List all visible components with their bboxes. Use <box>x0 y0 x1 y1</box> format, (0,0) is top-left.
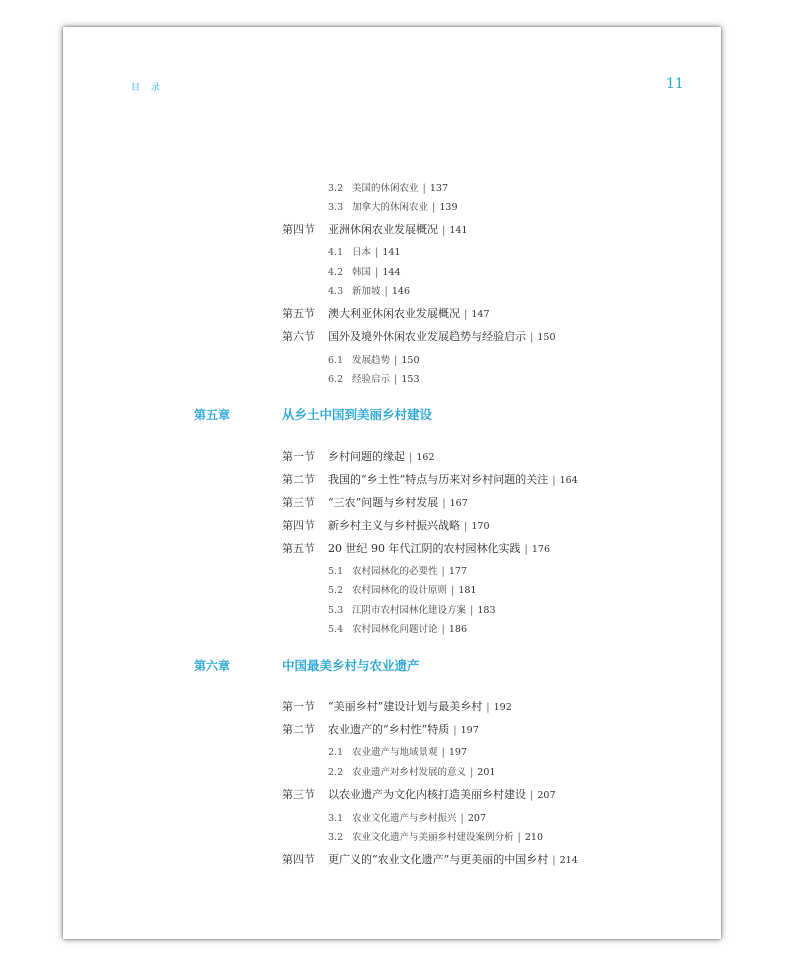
toc-subsection <box>328 559 467 578</box>
separator-bar: | <box>441 624 445 635</box>
toc-entry-number: 第三节 <box>282 496 315 509</box>
toc-subsection <box>328 617 467 636</box>
toc-subsection <box>328 825 543 844</box>
toc-subsection <box>328 578 477 597</box>
toc-entry-title: 中国最美乡村与农业遗产 <box>282 658 420 673</box>
toc-entry-number: 第二节 <box>282 473 315 486</box>
toc-entry-title: 农村园林化的必要性 <box>352 566 438 577</box>
toc-entry-number: 第四节 <box>282 853 315 866</box>
separator-bar: | <box>486 702 490 713</box>
separator-bar: | <box>375 267 379 278</box>
toc-entry-number: 第一节 <box>282 700 315 713</box>
toc-entry-page: 150 <box>537 332 556 343</box>
toc-entry-title: 20 世纪 90 年代江阴的农村园林化实践 <box>328 542 521 555</box>
toc-entry-title: 韩国 <box>352 267 372 278</box>
toc-entry-page: 186 <box>448 624 468 635</box>
toc-entry-number: 3.3 <box>328 202 344 213</box>
separator-bar: | <box>394 374 398 385</box>
toc-entry-number: 2.2 <box>328 767 344 778</box>
toc-entry-title: 以农业遗产为文化内核打造美丽乡村建设 <box>328 788 526 801</box>
toc-entry-number: 5.1 <box>328 566 344 577</box>
toc-section <box>282 848 578 867</box>
toc-section <box>282 514 490 533</box>
toc-entry-title: 农业文化遗产与乡村振兴 <box>352 813 457 824</box>
toc-subsection <box>328 195 458 214</box>
toc-entry-page: 141 <box>449 225 468 236</box>
toc-entry-number: 6.1 <box>328 355 344 366</box>
separator-bar: | <box>384 286 388 297</box>
toc-entry-number: 第五节 <box>282 542 315 555</box>
separator-bar: | <box>530 790 534 801</box>
toc-subsection <box>328 367 420 386</box>
toc-entry-title: 农村园林化的设计原则 <box>352 585 448 596</box>
toc-entry-title: 江阴市农村园林化建设方案 <box>352 605 467 616</box>
toc-entry-page: 177 <box>448 566 468 577</box>
toc-section <box>282 218 468 237</box>
toc-entry-number: 3.1 <box>328 813 344 824</box>
separator-bar: | <box>442 225 446 236</box>
toc-entry-number: 第一节 <box>282 450 315 463</box>
toc-entry-number: 4.3 <box>328 286 344 297</box>
toc-entry-page: 162 <box>416 452 435 463</box>
toc-entry-page: 201 <box>477 767 496 778</box>
toc-entry-page: 144 <box>382 267 401 278</box>
toc-subsection <box>328 348 420 367</box>
toc-section <box>282 695 512 714</box>
toc-entry-page: 137 <box>429 183 449 194</box>
separator-bar: | <box>552 855 556 866</box>
toc-entry-title: 我国的“乡土性”特点与历来对乡村问题的关注 <box>328 473 549 486</box>
toc-entry-page: 164 <box>559 475 578 486</box>
toc-entry-title: 加拿大的休闲农业 <box>352 202 429 213</box>
toc-entry-title: 新加坡 <box>352 286 381 297</box>
toc-entry-number: 2.1 <box>328 747 344 758</box>
toc-entry-title: 更广义的“农业文化遗产”与更美丽的中国乡村 <box>328 853 549 866</box>
separator-bar: | <box>517 832 521 843</box>
toc-entry-title: “美丽乡村”建设计划与最美乡村 <box>328 700 483 713</box>
toc-subsection <box>328 260 401 279</box>
toc-entry-page: 210 <box>524 832 544 843</box>
toc-entry-number: 6.2 <box>328 374 344 385</box>
toc-entry-title: 农业遗产对乡村发展的意义 <box>352 767 467 778</box>
toc-section <box>282 491 468 510</box>
toc-entry-page: 146 <box>391 286 411 297</box>
running-head: 目 录 <box>131 83 164 93</box>
separator-bar: | <box>470 605 474 616</box>
toc-entry-page: 176 <box>531 544 550 555</box>
toc-entry-title: 日本 <box>352 247 372 258</box>
toc-subsection <box>328 760 496 779</box>
toc-subsection <box>328 598 496 617</box>
toc-entry-title: 农业文化遗产与美丽乡村建设案例分析 <box>352 832 514 843</box>
toc-entry-title: 农业遗产的“乡村性”特质 <box>328 723 450 736</box>
toc-entry-page: 167 <box>449 498 468 509</box>
toc-section <box>282 302 490 321</box>
separator-bar: | <box>394 355 398 366</box>
toc-entry-number: 第二节 <box>282 723 315 736</box>
toc-entry-page: 153 <box>401 374 420 385</box>
separator-bar: | <box>441 566 445 577</box>
separator-bar: | <box>409 452 413 463</box>
toc-entry-number: 5.2 <box>328 585 344 596</box>
separator-bar: | <box>470 767 474 778</box>
toc-entry-number: 第六章 <box>194 659 231 673</box>
separator-bar: | <box>464 521 468 532</box>
separator-bar: | <box>464 309 468 320</box>
toc-entry-title: “三农”问题与乡村发展 <box>328 496 439 509</box>
toc-subsection <box>328 740 467 759</box>
toc-entry-number: 第三节 <box>282 788 315 801</box>
toc-entry-title: 农村园林化问题讨论 <box>352 624 438 635</box>
toc-entry-page: 181 <box>458 585 477 596</box>
toc-entry-page: 192 <box>493 702 512 713</box>
separator-bar: | <box>552 475 556 486</box>
toc-entry-title: 亚洲休闲农业发展概况 <box>328 223 438 236</box>
toc-subsection <box>328 806 486 825</box>
separator-bar: | <box>530 332 534 343</box>
toc-entry-number: 第四节 <box>282 519 315 532</box>
toc-section <box>282 537 550 556</box>
toc-entry-page: 214 <box>559 855 578 866</box>
toc-entry-number: 5.3 <box>328 605 344 616</box>
toc-subsection <box>328 279 410 298</box>
toc-entry-title: 国外及境外休闲农业发展趋势与经验启示 <box>328 330 526 343</box>
toc-chapter <box>194 404 432 423</box>
separator-bar: | <box>432 202 436 213</box>
toc-entry-number: 3.2 <box>328 183 344 194</box>
toc-entry-page: 207 <box>467 813 487 824</box>
toc-entry-number: 5.4 <box>328 624 344 635</box>
toc-entry-number: 4.2 <box>328 267 344 278</box>
toc-entry-title: 农业遗产与地域景观 <box>352 747 438 758</box>
toc-entry-title: 经验启示 <box>352 374 391 385</box>
toc-section <box>282 445 435 464</box>
toc-section <box>282 468 578 487</box>
toc-entry-title: 新乡村主义与乡村振兴战略 <box>328 519 460 532</box>
toc-entry-page: 147 <box>471 309 490 320</box>
toc-entry-title: 发展趋势 <box>352 355 391 366</box>
toc-entry-page: 170 <box>471 521 490 532</box>
toc-entry-page: 139 <box>439 202 458 213</box>
page-number: 11 <box>666 76 684 92</box>
toc-entry-page: 197 <box>448 747 468 758</box>
toc-entry-page: 197 <box>460 725 479 736</box>
toc-entry-title: 美国的休闲农业 <box>352 183 419 194</box>
toc-entry-page: 207 <box>537 790 556 801</box>
toc-entry-title: 从乡土中国到美丽乡村建设 <box>282 407 433 422</box>
separator-bar: | <box>451 585 455 596</box>
toc-entry-number: 第五章 <box>194 408 231 422</box>
toc-subsection <box>328 176 448 195</box>
separator-bar: | <box>422 183 426 194</box>
toc-entry-number: 第四节 <box>282 223 315 236</box>
toc-entry-title: 乡村问题的缘起 <box>328 450 405 463</box>
toc-entry-page: 150 <box>401 355 420 366</box>
separator-bar: | <box>524 544 528 555</box>
toc-entry-page: 141 <box>382 247 401 258</box>
separator-bar: | <box>441 747 445 758</box>
separator-bar: | <box>460 813 464 824</box>
toc-entry-number: 3.2 <box>328 832 344 843</box>
separator-bar: | <box>453 725 457 736</box>
toc-subsection <box>328 240 401 259</box>
toc-section <box>282 783 556 802</box>
toc-entry-number: 第五节 <box>282 307 315 320</box>
separator-bar: | <box>375 247 379 258</box>
toc-entry-number: 第六节 <box>282 330 315 343</box>
toc-entry-title: 澳大利亚休闲农业发展概况 <box>328 307 460 320</box>
toc-chapter <box>194 655 420 674</box>
toc-section <box>282 325 556 344</box>
toc-section <box>282 718 479 737</box>
toc-entry-number: 4.1 <box>328 247 344 258</box>
separator-bar: | <box>442 498 446 509</box>
toc-entry-page: 183 <box>477 605 496 616</box>
